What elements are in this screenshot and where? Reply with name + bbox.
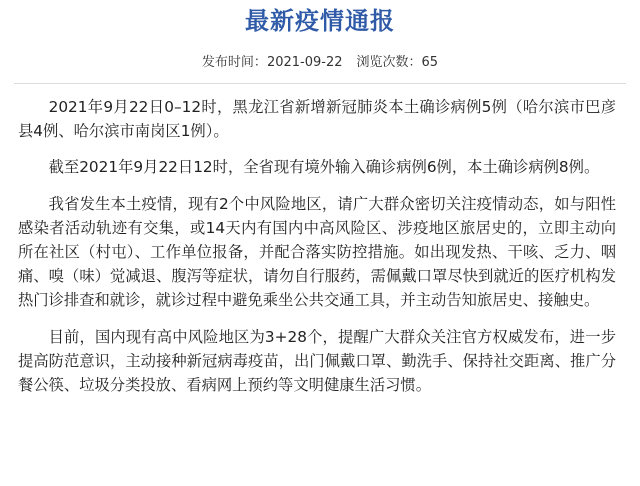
view-count-value: 65 [421, 55, 439, 70]
publish-time-value: 2021-09-22 [266, 55, 343, 70]
publish-time-label: 发布时间： [201, 55, 267, 70]
paragraph-new-cases: 2021年9月22日0–12时，黑龙江省新增新冠肺炎本土确诊病例5例（哈尔滨市巴彦县4例、哈尔滨市南岗区1例）。 [18, 98, 616, 141]
header-divider [14, 83, 626, 84]
view-count-label: 浏览次数： [356, 55, 422, 70]
article-meta [0, 54, 640, 72]
paragraph-risk-advice: 我省发生本土疫情，现有2个中风险地区，请广大群众密切关注疫情动态，如与阳性感染者活动轨迹有交集，或14天内有国内中高风险区、涉疫地区旅居史的，立即主动向所在社区（村屯）、工作单位报备，并配合落实防控措施。如出现发热、干咳、乏力、咽痛、嗅（味）觉减退、腹泻等症状，请勿自行服药，需佩戴口罩尽快到就近的医疗机构发热门诊排查和就诊，就诊过程中避免乘坐公共交通工具，并主动告知旅居史、接触史。 [18, 194, 616, 310]
article-body [18, 95, 616, 409]
paragraph-national-reminder: 目前，国内现有高中风险地区为3+28个，提醒广大群众关注官方权威发布，进一步提高防范意识，主动接种新冠病毒疫苗，出门佩戴口罩、勤洗手、保持社交距离、推广分餐公筷、垃圾分类投放、看病网上预约等文明健康生活习惯。 [18, 327, 616, 395]
paragraph-current-cases: 截至2021年9月22日12时，全省现有境外输入确诊病例6例，本土确诊病例8例。 [48, 158, 600, 177]
article-title: 最新疫情通报 [245, 7, 395, 35]
